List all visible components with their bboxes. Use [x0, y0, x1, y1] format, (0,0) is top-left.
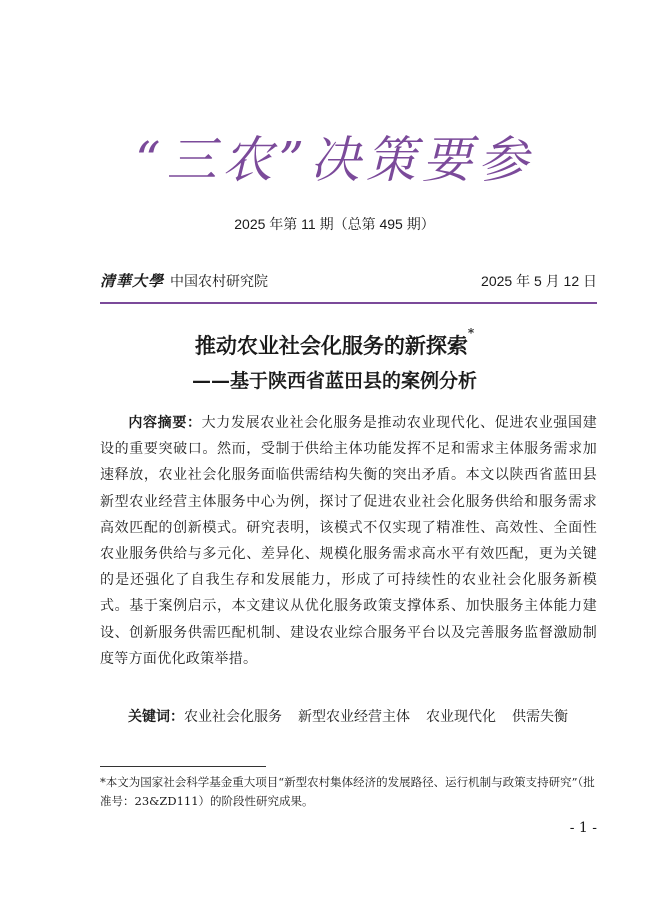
article-title-text: 推动农业社会化服务的新探索	[194, 333, 468, 358]
article-title	[0, 326, 669, 360]
keywords-section	[100, 703, 597, 730]
institute-name: 中国农村研究院	[170, 274, 268, 290]
abstract-label: 内容摘要：	[128, 414, 202, 430]
article-subtitle: ——基于陕西省蓝田县的案例分析	[191, 370, 477, 392]
keyword: 农业社会化服务	[184, 709, 282, 725]
header-divider	[100, 302, 597, 304]
keywords-label: 关键词：	[128, 708, 184, 724]
footnote-divider	[100, 766, 266, 767]
abstract-paragraph	[100, 409, 597, 672]
organization-line	[100, 270, 597, 290]
page-number: - 1 -	[569, 820, 597, 836]
university-logo: 清華大學	[100, 272, 165, 290]
publish-date: 2025 年 5 月 12 日	[481, 273, 597, 289]
title-footnote-mark: *	[467, 326, 475, 340]
issue-number: 2025 年第 11 期（总第 495 期）	[234, 216, 435, 232]
keyword: 农业现代化	[426, 709, 496, 725]
keyword: 供需失衡	[512, 709, 568, 725]
footnote: *本文为国家社会科学基金重大项目“新型农村集体经济的发展路径、运行机制与政策支持研究”（批准号：23&ZD111）的阶段性研究成果。	[100, 775, 595, 808]
abstract-text: 大力发展农业社会化服务是推动农业现代化、促进农业强国建设的重要突破口。然而，受制于供给主体功能发挥不足和需求主体服务需求加速释放，农业社会化服务面临供需结构失衡的突出矛盾。本文以陕西省蓝田县新型农业经营主体服务中心为例，探讨了促进农业社会化服务供给和服务需求高效匹配的创新模式。研究表明，该模式不仅实现了精准性、高效性、全面性农业服务供给与多元化、差异化、规模化服务需求高水平有效匹配，更为关键的是还强化了自我生存和发展能力，形成了可持续性的农业社会化服务新模式。基于案例启示，本文建议从优化服务政策支撑体系、加快服务主体能力建设、创新服务供需匹配机制、建设农业综合服务平台以及完善服务监督激励制度等方面优化政策举措。	[100, 415, 597, 667]
masthead-title: “三农”决策要参	[134, 131, 535, 189]
keyword: 新型农业经营主体	[298, 709, 410, 725]
